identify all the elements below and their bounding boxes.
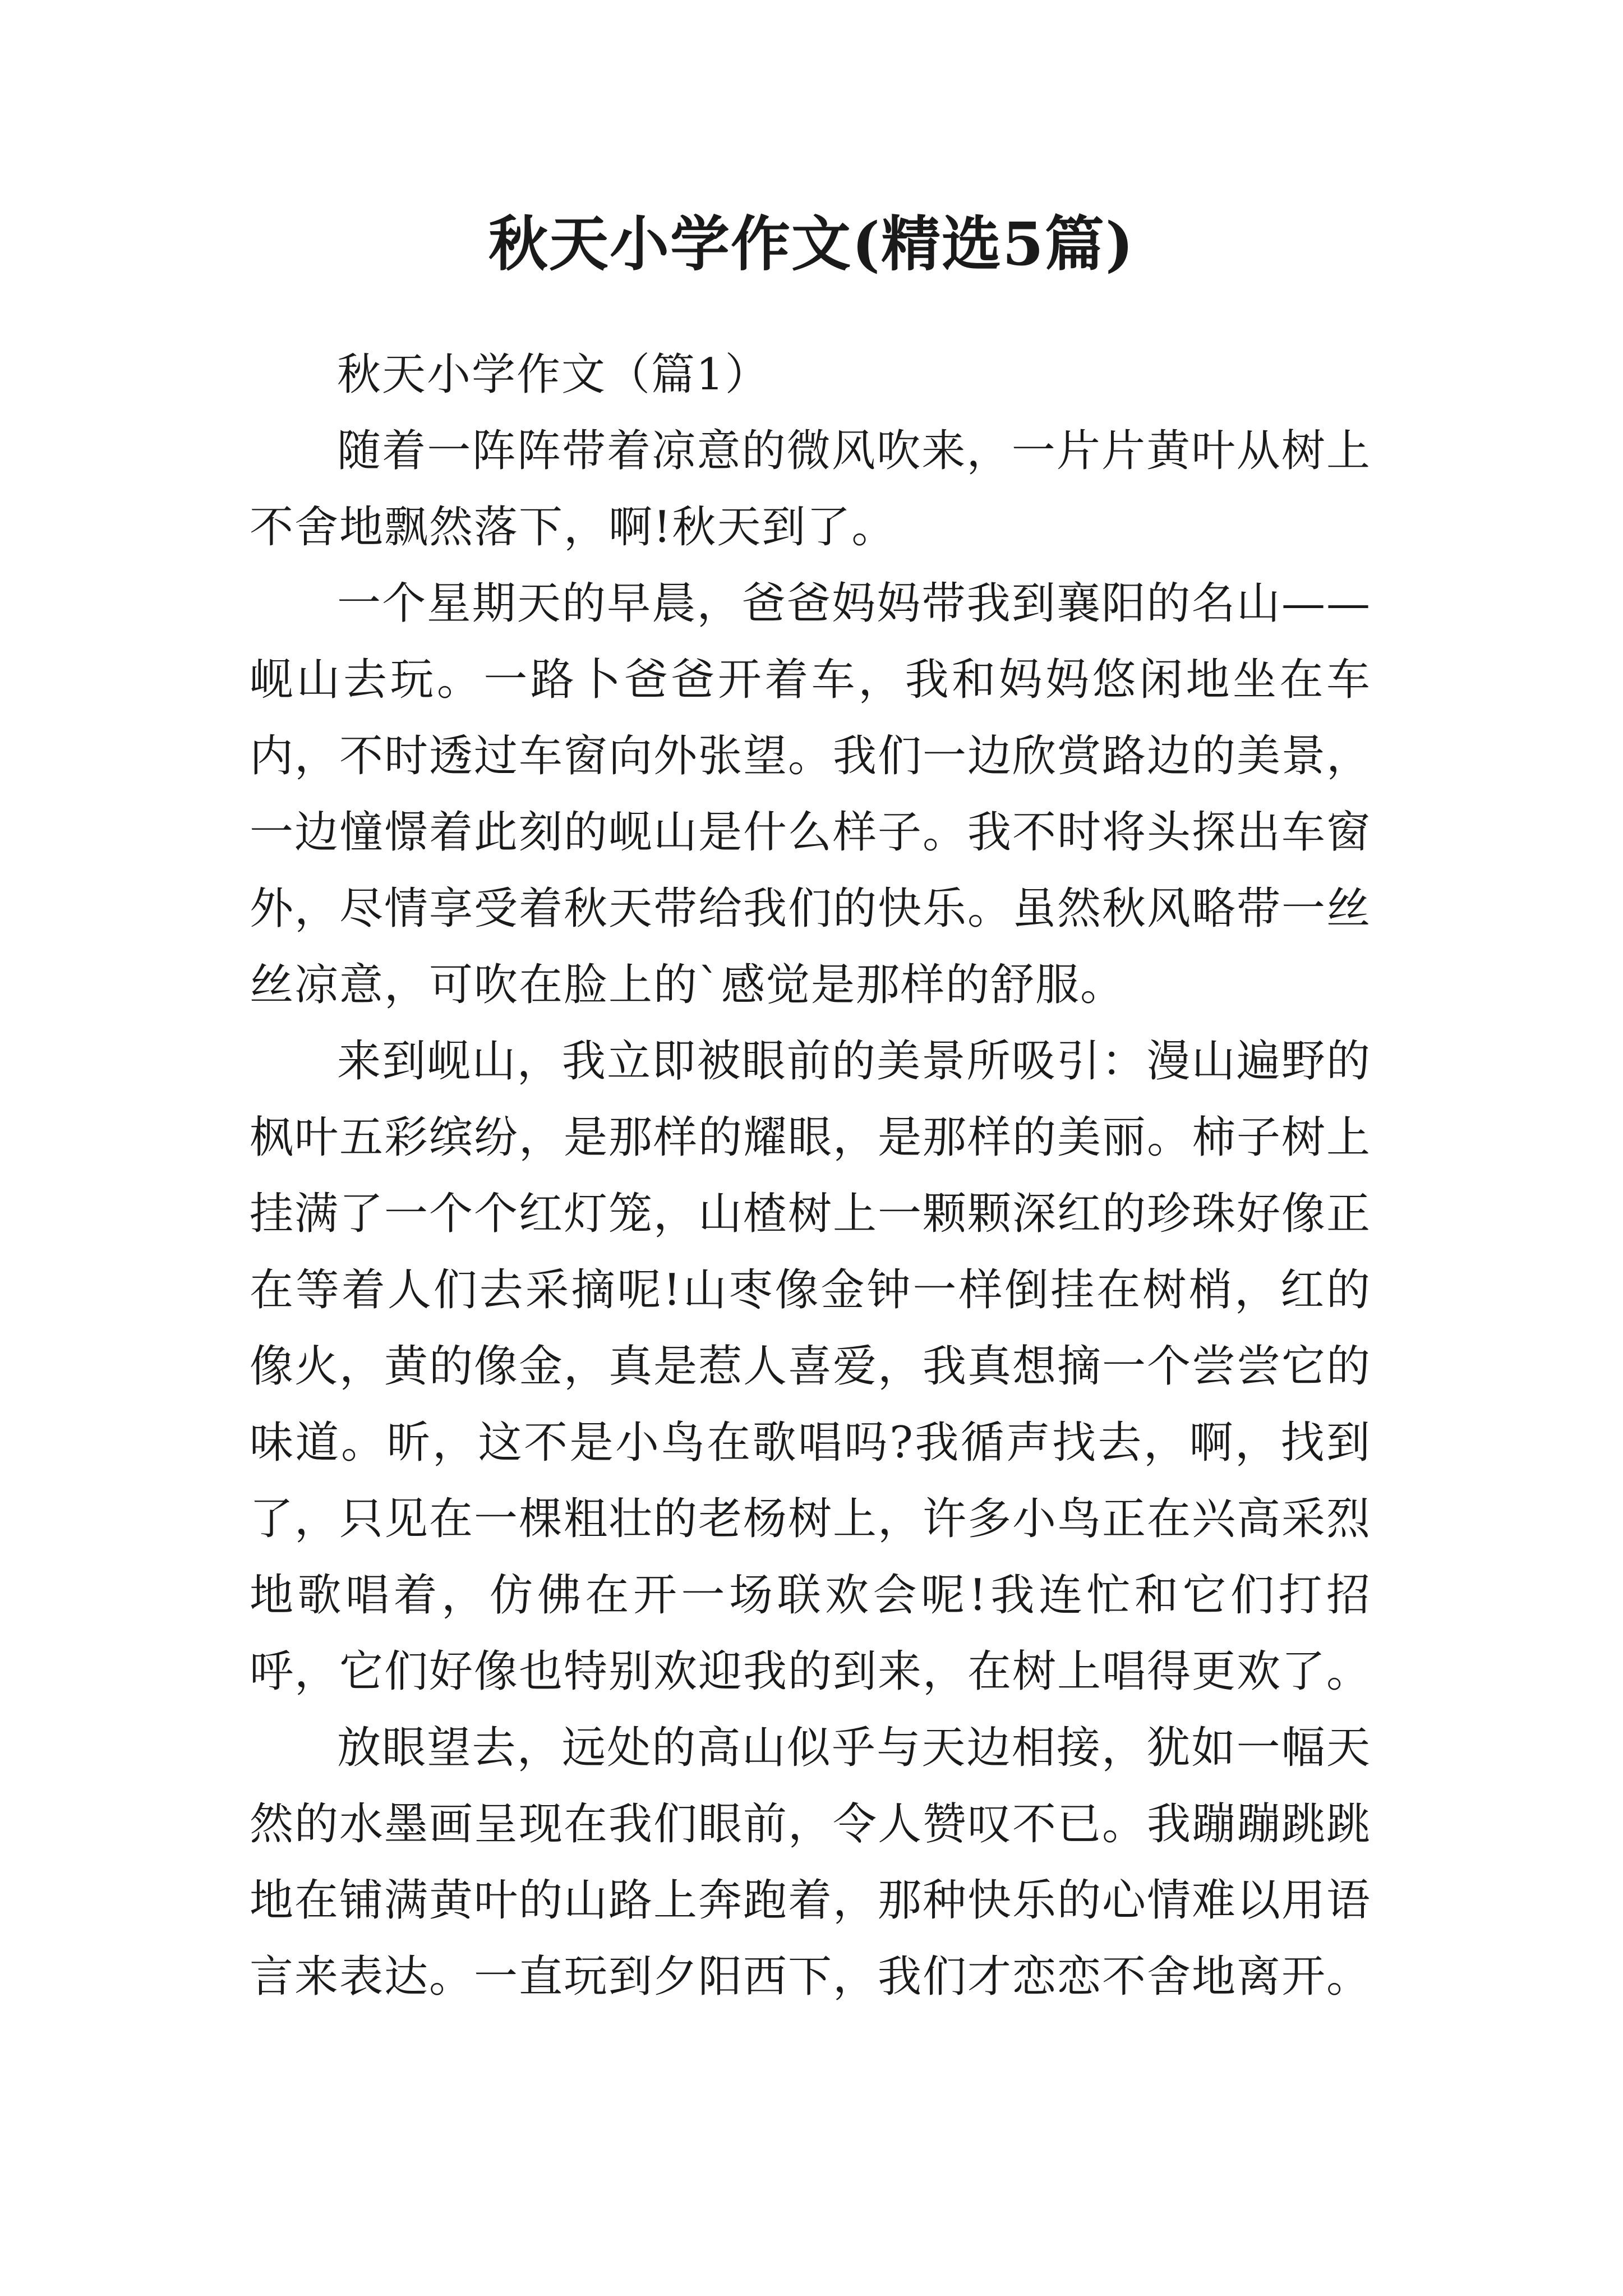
paragraph: 随着一阵阵带着凉意的微风吹来，一片片黄叶从树上不舍地飘然落下，啊!秋天到了。 — [250, 426, 1371, 553]
paragraph: 一个星期天的早晨，爸爸妈妈带我到襄阳的名山——岘山去玩。一路卜爸爸开着车，我和妈妈悠闲地坐在车内，不时透过车窗向外张望。我们一边欣赏路边的美景，一边憧憬着此刻的岘山是什么样子。我不时将头探出车窗外，尽情享受着秋天带给我们的快乐。虽然秋风略带一丝丝凉意，可吹在脸上的`感觉是那样的舒服。 — [250, 578, 1372, 1010]
document-title: 秋天小学作文(精选5篇) — [488, 209, 1135, 279]
paragraph: 放眼望去，远处的高山似乎与天边相接，犹如一幅天然的水墨画呈现在我们眼前，令人赞叹不已。我蹦蹦跳跳地在铺满黄叶的山路上奔跑着，那种快乐的心情难以用语言来表达。一直玩到夕阳西下，我们才恋恋不舍地离开。 — [250, 1723, 1372, 2002]
paragraph: 来到岘山，我立即被眼前的美景所吸引：漫山遍野的枫叶五彩缤纷，是那样的耀眼，是那样的美丽。柿子树上挂满了一个个红灯笼，山楂树上一颗颗深红的珍珠好像正在等着人们去采摘呢!山枣像金钟一样倒挂在树梢，红的像火，黄的像金，真是惹人喜爱，我真想摘一个尝尝它的味道。昕，这不是小鸟在歌唱吗?我循声找去，啊，找到了，只见在一棵粗壮的老杨树上，许多小鸟正在兴高采烈地歌唱着，仿佛在开一场联欢会呢!我连忙和它们打招呼，它们好像也特别欢迎我的到来，在树上唱得更欢了。 — [250, 1036, 1372, 1697]
section-heading: 秋天小学作文（篇1） — [337, 349, 770, 400]
document-body — [250, 337, 1371, 2015]
